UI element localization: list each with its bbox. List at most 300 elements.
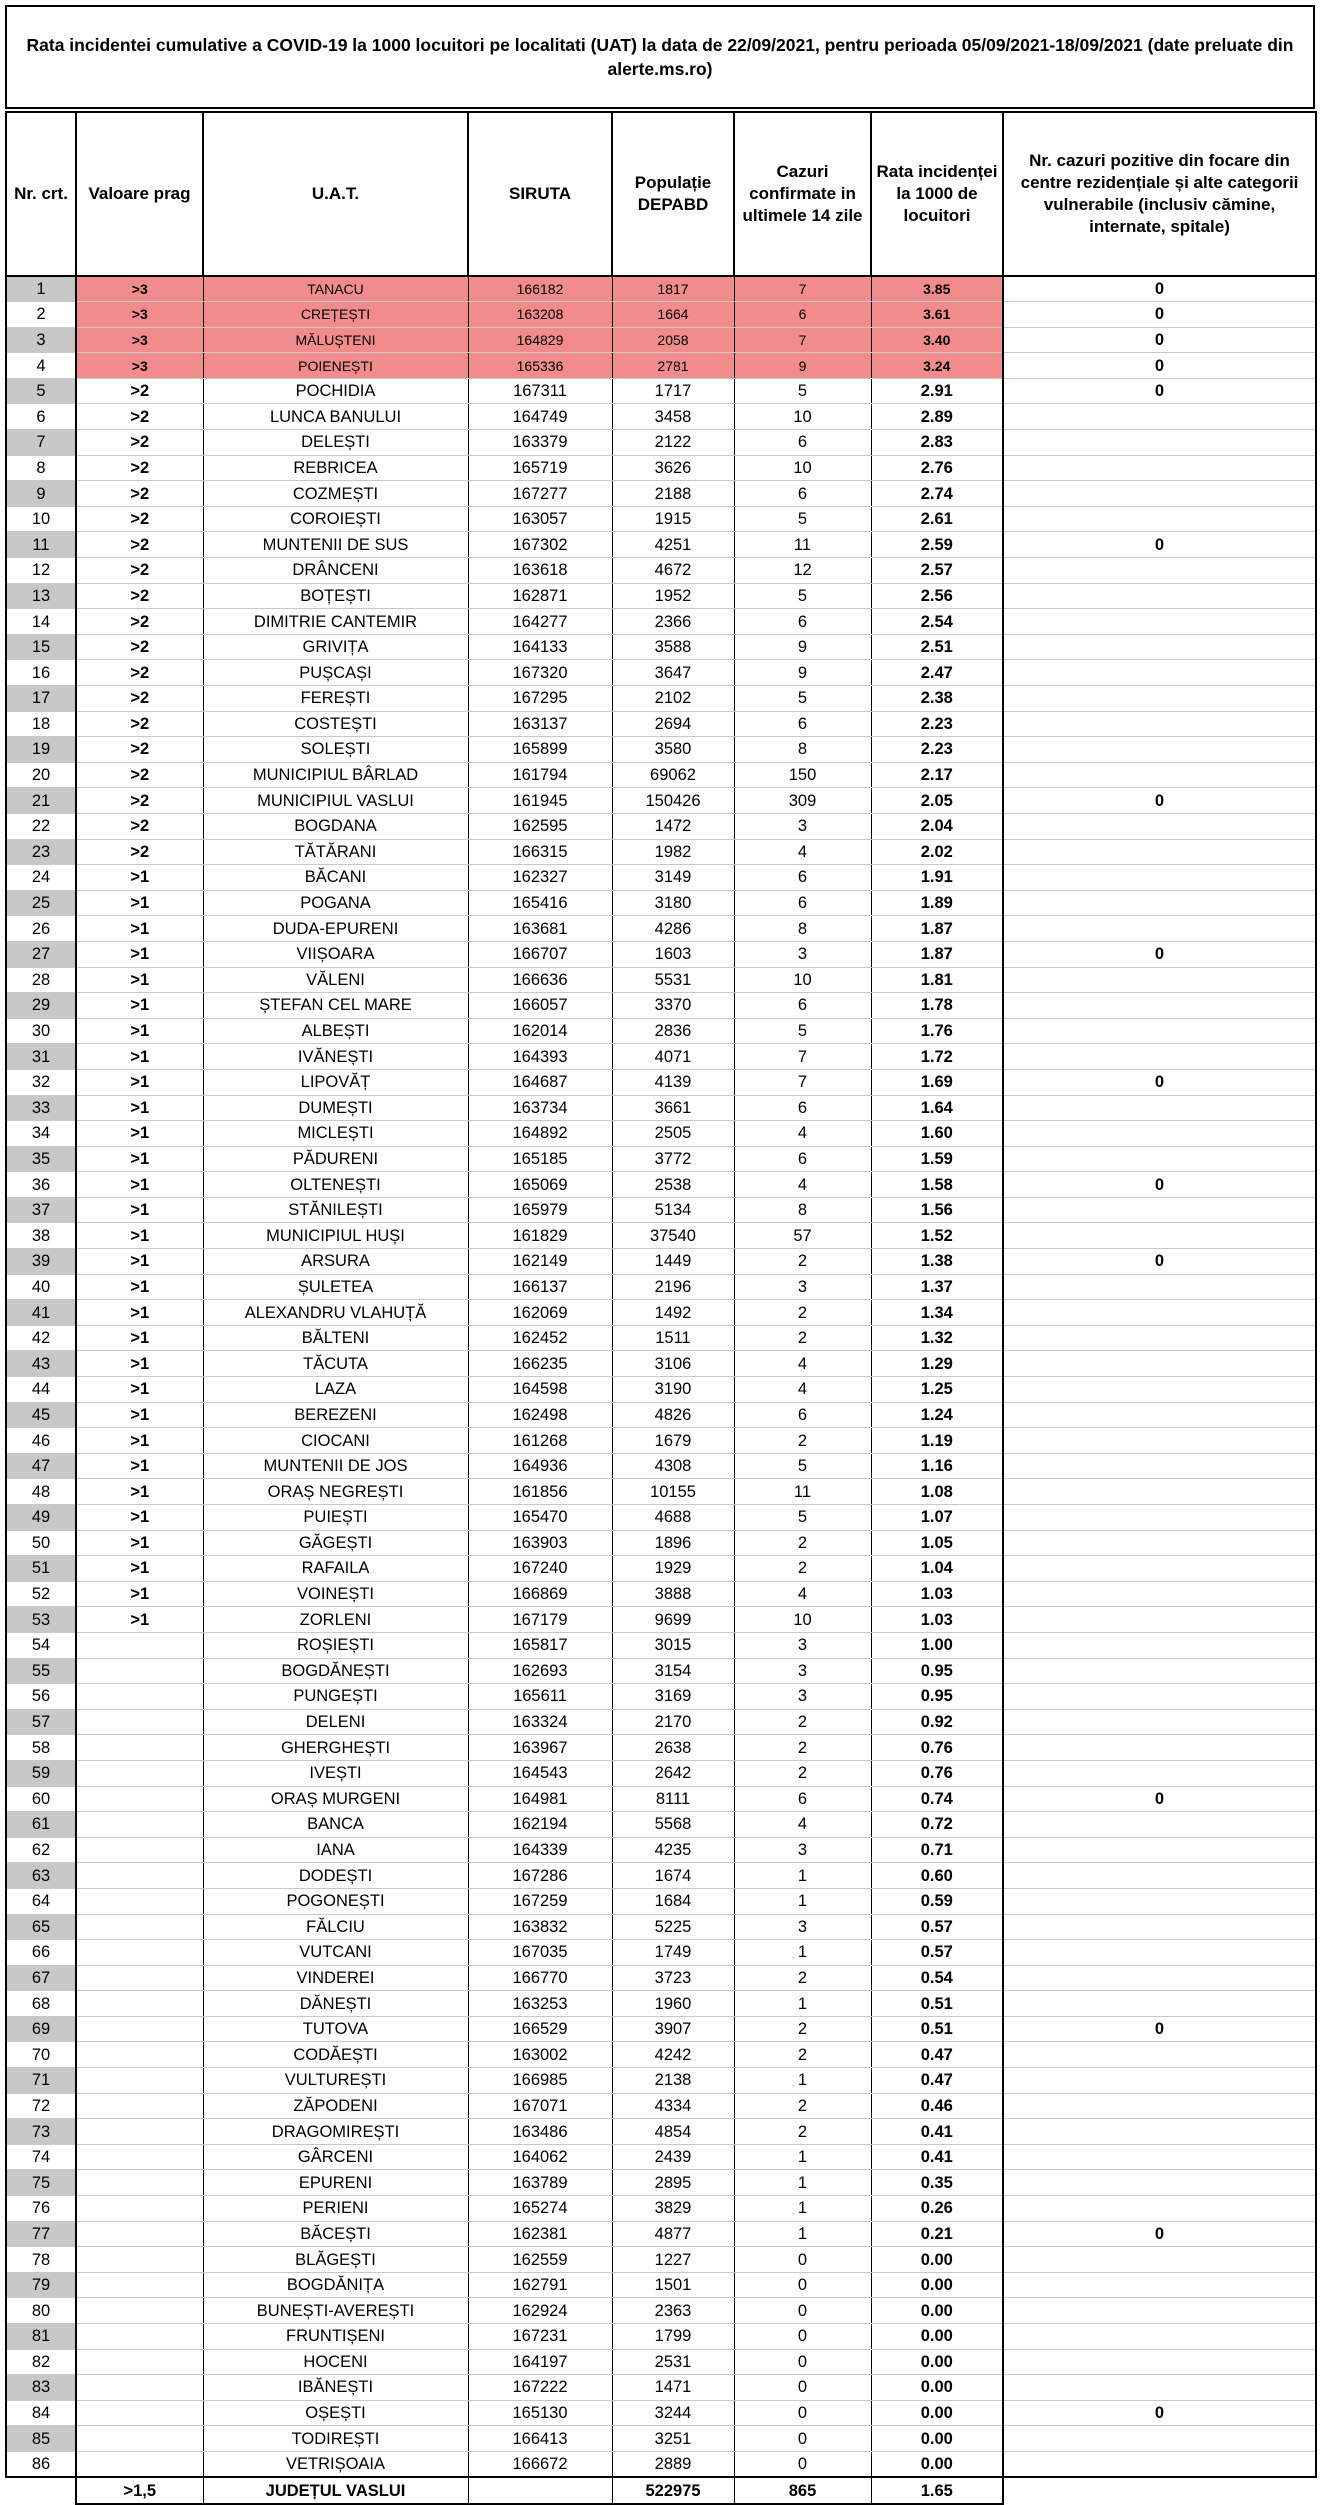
row-rata: 1.60 [871, 1121, 1003, 1147]
row-rata: 1.64 [871, 1095, 1003, 1121]
row-nr: 9 [6, 481, 76, 507]
row-uat: VIIȘOARA [203, 941, 468, 967]
row-siruta: 166636 [468, 967, 612, 993]
row-uat: CODĂEȘTI [203, 2042, 468, 2068]
row-populatie: 2538 [612, 1172, 734, 1198]
row-prag: >2 [76, 711, 203, 737]
row-focare [1003, 1556, 1316, 1582]
row-siruta: 162194 [468, 1812, 612, 1838]
row-prag: >2 [76, 839, 203, 865]
row-uat: POCHIDIA [203, 378, 468, 404]
row-nr: 56 [6, 1684, 76, 1710]
row-siruta: 166529 [468, 2016, 612, 2042]
row-prag: >1 [76, 890, 203, 916]
row-nr: 35 [6, 1146, 76, 1172]
row-populatie: 4688 [612, 1505, 734, 1531]
row-siruta: 164892 [468, 1121, 612, 1147]
row-nr: 55 [6, 1658, 76, 1684]
row-populatie: 1492 [612, 1300, 734, 1326]
row-rata: 2.23 [871, 737, 1003, 763]
table-row [6, 481, 1316, 507]
row-nr: 29 [6, 993, 76, 1019]
row-focare [1003, 1351, 1316, 1377]
row-prag [76, 1965, 203, 1991]
row-siruta: 165899 [468, 737, 612, 763]
row-cazuri: 0 [734, 2272, 871, 2298]
row-cazuri: 9 [734, 660, 871, 686]
row-uat: PUNGEȘTI [203, 1684, 468, 1710]
row-uat: STĂNILEȘTI [203, 1197, 468, 1223]
row-populatie: 3106 [612, 1351, 734, 1377]
row-focare [1003, 1428, 1316, 1454]
row-uat: PĂDURENI [203, 1146, 468, 1172]
row-prag [76, 1863, 203, 1889]
row-nr: 3 [6, 327, 76, 353]
row-prag [76, 1888, 203, 1914]
row-prag: >1 [76, 1556, 203, 1582]
row-focare [1003, 2349, 1316, 2375]
row-populatie: 3015 [612, 1632, 734, 1658]
row-focare [1003, 686, 1316, 712]
row-nr: 7 [6, 430, 76, 456]
row-populatie: 1449 [612, 1249, 734, 1275]
row-rata: 2.17 [871, 762, 1003, 788]
row-cazuri: 7 [734, 1069, 871, 1095]
row-nr: 51 [6, 1556, 76, 1582]
row-uat: RAFAILA [203, 1556, 468, 1582]
table-row [6, 1863, 1316, 1889]
row-nr: 80 [6, 2298, 76, 2324]
row-populatie: 2505 [612, 1121, 734, 1147]
row-rata: 1.72 [871, 1044, 1003, 1070]
table-row [6, 1632, 1316, 1658]
row-focare [1003, 481, 1316, 507]
row-rata: 0.72 [871, 1812, 1003, 1838]
row-focare [1003, 1121, 1316, 1147]
row-focare [1003, 2298, 1316, 2324]
row-uat: LIPOVĂȚ [203, 1069, 468, 1095]
row-cazuri: 2 [734, 2119, 871, 2145]
table-row [6, 1044, 1316, 1070]
row-siruta: 163208 [468, 302, 612, 328]
row-nr: 22 [6, 813, 76, 839]
row-uat: VINDEREI [203, 1965, 468, 1991]
row-focare [1003, 2451, 1316, 2477]
table-row [6, 1453, 1316, 1479]
row-cazuri: 6 [734, 430, 871, 456]
row-rata: 0.00 [871, 2451, 1003, 2477]
row-uat: HOCENI [203, 2349, 468, 2375]
row-uat: FĂLCIU [203, 1914, 468, 1940]
table-row [6, 839, 1316, 865]
row-nr: 64 [6, 1888, 76, 1914]
row-prag: >2 [76, 737, 203, 763]
row-uat: BOGDĂNEȘTI [203, 1658, 468, 1684]
row-nr: 86 [6, 2451, 76, 2477]
row-siruta: 167179 [468, 1607, 612, 1633]
row-uat: POGONEȘTI [203, 1888, 468, 1914]
row-rata: 1.52 [871, 1223, 1003, 1249]
row-populatie: 2138 [612, 2068, 734, 2094]
row-nr: 39 [6, 1249, 76, 1275]
row-prag [76, 2196, 203, 2222]
row-focare [1003, 2093, 1316, 2119]
table-row [6, 2144, 1316, 2170]
row-focare [1003, 1018, 1316, 1044]
row-siruta: 167286 [468, 1863, 612, 1889]
row-siruta: 167071 [468, 2093, 612, 2119]
row-cazuri: 0 [734, 2247, 871, 2273]
row-nr: 76 [6, 2196, 76, 2222]
row-populatie: 4826 [612, 1402, 734, 1428]
row-rata: 2.56 [871, 583, 1003, 609]
row-populatie: 3888 [612, 1581, 734, 1607]
row-focare [1003, 609, 1316, 635]
row-focare [1003, 1402, 1316, 1428]
row-focare: 0 [1003, 2221, 1316, 2247]
row-cazuri: 2 [734, 2016, 871, 2042]
row-populatie: 4308 [612, 1453, 734, 1479]
row-uat: TANACU [203, 276, 468, 302]
row-uat: PUȘCAȘI [203, 660, 468, 686]
row-rata: 1.25 [871, 1377, 1003, 1403]
row-siruta: 163379 [468, 430, 612, 456]
row-focare [1003, 890, 1316, 916]
row-cazuri: 2 [734, 2042, 871, 2068]
table-row [6, 1146, 1316, 1172]
row-focare [1003, 2196, 1316, 2222]
table-row [6, 967, 1316, 993]
row-rata: 0.26 [871, 2196, 1003, 2222]
row-siruta: 162381 [468, 2221, 612, 2247]
row-uat: IANA [203, 1837, 468, 1863]
row-prag [76, 2119, 203, 2145]
row-populatie: 10155 [612, 1479, 734, 1505]
row-prag: >1 [76, 1505, 203, 1531]
row-populatie: 1679 [612, 1428, 734, 1454]
row-prag: >2 [76, 455, 203, 481]
row-rata: 3.61 [871, 302, 1003, 328]
row-nr: 13 [6, 583, 76, 609]
row-rata: 2.23 [871, 711, 1003, 737]
row-uat: DUMEȘTI [203, 1095, 468, 1121]
row-cazuri: 3 [734, 1274, 871, 1300]
row-siruta: 163903 [468, 1530, 612, 1556]
row-cazuri: 57 [734, 1223, 871, 1249]
row-populatie: 3772 [612, 1146, 734, 1172]
table-row [6, 686, 1316, 712]
row-prag: >2 [76, 378, 203, 404]
row-populatie: 4251 [612, 532, 734, 558]
table-row [6, 2426, 1316, 2452]
row-rata: 1.05 [871, 1530, 1003, 1556]
row-populatie: 2781 [612, 353, 734, 379]
row-cazuri: 3 [734, 813, 871, 839]
table-row [6, 1402, 1316, 1428]
row-siruta: 167035 [468, 1940, 612, 1966]
row-focare [1003, 2375, 1316, 2401]
row-rata: 2.61 [871, 506, 1003, 532]
row-cazuri: 4 [734, 1351, 871, 1377]
row-cazuri: 6 [734, 1146, 871, 1172]
row-siruta: 165130 [468, 2400, 612, 2426]
row-focare [1003, 430, 1316, 456]
row-uat: OLTENEȘTI [203, 1172, 468, 1198]
row-rata: 1.07 [871, 1505, 1003, 1531]
row-nr: 43 [6, 1351, 76, 1377]
row-focare [1003, 865, 1316, 891]
row-nr: 68 [6, 1991, 76, 2017]
row-nr: 54 [6, 1632, 76, 1658]
row-cazuri: 8 [734, 916, 871, 942]
row-populatie: 1674 [612, 1863, 734, 1889]
table-row [6, 1530, 1316, 1556]
row-populatie: 3180 [612, 890, 734, 916]
row-rata: 0.00 [871, 2247, 1003, 2273]
row-siruta: 163253 [468, 1991, 612, 2017]
row-rata: 2.76 [871, 455, 1003, 481]
row-prag: >1 [76, 1018, 203, 1044]
row-nr: 31 [6, 1044, 76, 1070]
row-cazuri: 3 [734, 1658, 871, 1684]
row-prag [76, 2451, 203, 2477]
row-populatie: 2188 [612, 481, 734, 507]
row-uat: ZĂPODENI [203, 2093, 468, 2119]
row-siruta: 164062 [468, 2144, 612, 2170]
row-nr: 53 [6, 1607, 76, 1633]
table-row [6, 890, 1316, 916]
row-uat: DUDA-EPURENI [203, 916, 468, 942]
row-siruta: 162069 [468, 1300, 612, 1326]
row-prag: >1 [76, 941, 203, 967]
row-nr: 65 [6, 1914, 76, 1940]
row-prag: >1 [76, 993, 203, 1019]
row-nr: 36 [6, 1172, 76, 1198]
row-nr: 4 [6, 353, 76, 379]
row-uat: PERIENI [203, 2196, 468, 2222]
row-populatie: 2889 [612, 2451, 734, 2477]
table-row [6, 404, 1316, 430]
row-nr: 72 [6, 2093, 76, 2119]
row-populatie: 4334 [612, 2093, 734, 2119]
row-siruta: 163618 [468, 558, 612, 584]
row-focare [1003, 1325, 1316, 1351]
row-prag: >2 [76, 558, 203, 584]
total-blank [6, 2477, 76, 2504]
row-focare [1003, 1914, 1316, 1940]
row-nr: 46 [6, 1428, 76, 1454]
row-cazuri: 10 [734, 1607, 871, 1633]
row-nr: 10 [6, 506, 76, 532]
row-rata: 0.95 [871, 1658, 1003, 1684]
row-rata: 2.59 [871, 532, 1003, 558]
header-row [6, 112, 1316, 276]
row-prag: >1 [76, 1044, 203, 1070]
table-row [6, 276, 1316, 302]
row-populatie: 2196 [612, 1274, 734, 1300]
row-uat: FRUNTIȘENI [203, 2324, 468, 2350]
row-uat: TĂTĂRANI [203, 839, 468, 865]
row-cazuri: 7 [734, 276, 871, 302]
table-row [6, 1121, 1316, 1147]
row-prag: >1 [76, 1121, 203, 1147]
row-focare [1003, 1274, 1316, 1300]
row-cazuri: 2 [734, 1760, 871, 1786]
table-row [6, 2247, 1316, 2273]
total-rata: 1.65 [871, 2477, 1003, 2504]
row-focare [1003, 1837, 1316, 1863]
row-prag [76, 1684, 203, 1710]
row-nr: 44 [6, 1377, 76, 1403]
row-prag [76, 2042, 203, 2068]
row-populatie: 5531 [612, 967, 734, 993]
row-uat: ROȘIEȘTI [203, 1632, 468, 1658]
row-rata: 0.47 [871, 2068, 1003, 2094]
row-focare: 0 [1003, 378, 1316, 404]
row-prag [76, 2298, 203, 2324]
row-siruta: 166057 [468, 993, 612, 1019]
row-cazuri: 6 [734, 1786, 871, 1812]
row-focare [1003, 2119, 1316, 2145]
row-uat: POIENEȘTI [203, 353, 468, 379]
row-focare [1003, 1197, 1316, 1223]
row-prag: >1 [76, 1530, 203, 1556]
row-cazuri: 4 [734, 1812, 871, 1838]
row-uat: IBĂNEȘTI [203, 2375, 468, 2401]
total-prag: >1,5 [76, 2477, 203, 2504]
table-row [6, 1735, 1316, 1761]
col-header-uat: U.A.T. [203, 112, 468, 276]
row-uat: GRIVIȚA [203, 634, 468, 660]
row-prag: >1 [76, 916, 203, 942]
table-row [6, 711, 1316, 737]
row-siruta: 161794 [468, 762, 612, 788]
table-row [6, 1377, 1316, 1403]
row-cazuri: 3 [734, 941, 871, 967]
row-nr: 58 [6, 1735, 76, 1761]
row-nr: 67 [6, 1965, 76, 1991]
row-siruta: 167240 [468, 1556, 612, 1582]
row-cazuri: 0 [734, 2324, 871, 2350]
total-populatie: 522975 [612, 2477, 734, 2504]
row-uat: BUNEȘTI-AVEREȘTI [203, 2298, 468, 2324]
row-siruta: 166672 [468, 2451, 612, 2477]
total-cazuri: 865 [734, 2477, 871, 2504]
row-rata: 0.00 [871, 2324, 1003, 2350]
row-focare: 0 [1003, 941, 1316, 967]
row-prag: >2 [76, 660, 203, 686]
row-cazuri: 3 [734, 1684, 871, 1710]
row-nr: 73 [6, 2119, 76, 2145]
row-nr: 62 [6, 1837, 76, 1863]
col-header-rata: Rata incidenței la 1000 de locuitori [871, 112, 1003, 276]
row-focare [1003, 506, 1316, 532]
table-row [6, 2016, 1316, 2042]
table-row [6, 1095, 1316, 1121]
row-rata: 0.92 [871, 1709, 1003, 1735]
table-row [6, 455, 1316, 481]
row-populatie: 3370 [612, 993, 734, 1019]
row-nr: 84 [6, 2400, 76, 2426]
row-cazuri: 4 [734, 1121, 871, 1147]
row-uat: ALBEȘTI [203, 1018, 468, 1044]
row-focare [1003, 634, 1316, 660]
row-prag: >1 [76, 1300, 203, 1326]
table-row [6, 2170, 1316, 2196]
row-siruta: 164981 [468, 1786, 612, 1812]
row-nr: 11 [6, 532, 76, 558]
row-cazuri: 3 [734, 1837, 871, 1863]
row-focare: 0 [1003, 1172, 1316, 1198]
row-siruta: 165274 [468, 2196, 612, 2222]
row-populatie: 2366 [612, 609, 734, 635]
row-populatie: 2102 [612, 686, 734, 712]
row-populatie: 1603 [612, 941, 734, 967]
row-rata: 1.19 [871, 1428, 1003, 1454]
row-populatie: 3647 [612, 660, 734, 686]
row-cazuri: 11 [734, 532, 871, 558]
row-uat: VUTCANI [203, 1940, 468, 1966]
row-uat: BĂCANI [203, 865, 468, 891]
row-focare [1003, 404, 1316, 430]
row-prag: >2 [76, 609, 203, 635]
row-rata: 0.00 [871, 2298, 1003, 2324]
row-rata: 1.76 [871, 1018, 1003, 1044]
table-row [6, 1351, 1316, 1377]
table-row [6, 558, 1316, 584]
row-rata: 2.89 [871, 404, 1003, 430]
row-focare [1003, 839, 1316, 865]
row-nr: 18 [6, 711, 76, 737]
row-nr: 24 [6, 865, 76, 891]
table-row [6, 302, 1316, 328]
table-row [6, 583, 1316, 609]
row-populatie: 2170 [612, 1709, 734, 1735]
row-nr: 40 [6, 1274, 76, 1300]
row-prag: >1 [76, 1274, 203, 1300]
row-populatie: 1471 [612, 2375, 734, 2401]
table-row [6, 1786, 1316, 1812]
row-prag: >1 [76, 1197, 203, 1223]
row-siruta: 162452 [468, 1325, 612, 1351]
row-cazuri: 0 [734, 2400, 871, 2426]
table-row [6, 2349, 1316, 2375]
table-row [6, 1684, 1316, 1710]
row-rata: 0.21 [871, 2221, 1003, 2247]
row-uat: POGANA [203, 890, 468, 916]
row-uat: GHERGHEȘTI [203, 1735, 468, 1761]
table-row [6, 813, 1316, 839]
row-siruta: 162149 [468, 1249, 612, 1275]
row-uat: MUNICIPIUL HUȘI [203, 1223, 468, 1249]
row-rata: 0.00 [871, 2375, 1003, 2401]
row-populatie: 1960 [612, 1991, 734, 2017]
row-populatie: 4854 [612, 2119, 734, 2145]
row-siruta: 167311 [468, 378, 612, 404]
row-uat: VOINEȘTI [203, 1581, 468, 1607]
row-nr: 26 [6, 916, 76, 942]
row-nr: 37 [6, 1197, 76, 1223]
row-rata: 0.57 [871, 1914, 1003, 1940]
row-focare [1003, 2324, 1316, 2350]
row-cazuri: 6 [734, 609, 871, 635]
row-siruta: 163734 [468, 1095, 612, 1121]
row-populatie: 1749 [612, 1940, 734, 1966]
page-title: Rata incidentei cumulative a COVID-19 la 1000 locuitori pe localitati (UAT) la data de 22/09/2021, pentru perioada 05/09/2021-18/09/2021 (date preluate din alerte.ms.ro) [5, 5, 1315, 109]
row-rata: 1.58 [871, 1172, 1003, 1198]
row-siruta: 167302 [468, 532, 612, 558]
table-row [6, 2068, 1316, 2094]
